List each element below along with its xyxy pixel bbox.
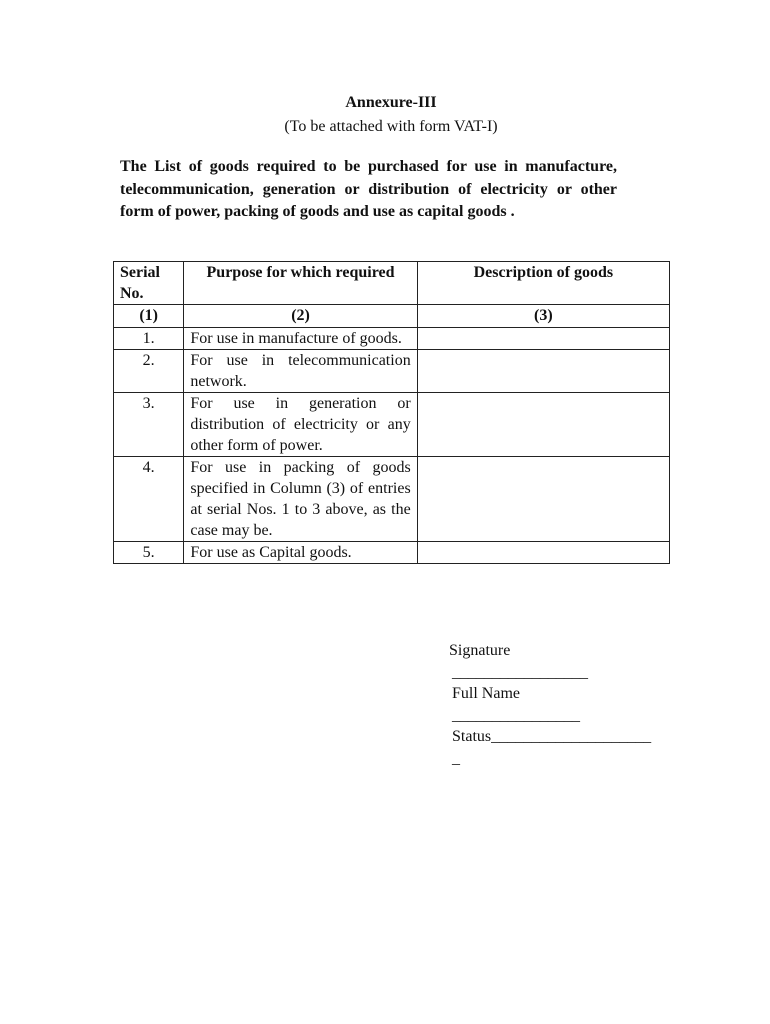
serial-cell: 3. bbox=[114, 393, 184, 457]
status-line-trailer: _ bbox=[452, 750, 460, 767]
purpose-cell: For use in packing of goods specified in Column (3) of entries at serial Nos. 1 to 3 above, as the case may be. bbox=[184, 457, 417, 542]
description-cell[interactable] bbox=[417, 393, 669, 457]
description-cell[interactable] bbox=[417, 457, 669, 542]
purpose-cell: For use as Capital goods. bbox=[184, 542, 417, 564]
description-cell[interactable] bbox=[417, 350, 669, 393]
header-purpose: Purpose for which required bbox=[184, 262, 417, 305]
column-number-row bbox=[114, 305, 670, 328]
column-number-3: (3) bbox=[417, 305, 669, 328]
table-row bbox=[114, 350, 670, 393]
full-name-label: Full Name bbox=[452, 685, 520, 702]
intro-paragraph: The List of goods required to be purchased for use in manufacture, telecommunication, generation or distribution of electricity or other form of power, packing of goods and use as capital goods . bbox=[120, 158, 617, 220]
serial-cell: 1. bbox=[114, 328, 184, 350]
document-subtitle: (To be attached with form VAT-I) bbox=[284, 118, 498, 135]
status-field[interactable]: Status____________________ bbox=[452, 728, 652, 745]
table-row bbox=[114, 393, 670, 457]
header-serial-no: Serial No. bbox=[114, 262, 184, 305]
column-number-1: (1) bbox=[114, 305, 184, 328]
document-title: Annexure-III bbox=[345, 94, 437, 111]
purpose-cell: For use in generation or distribution of electricity or any other form of power. bbox=[184, 393, 417, 457]
column-number-2: (2) bbox=[184, 305, 417, 328]
description-cell[interactable] bbox=[417, 542, 669, 564]
serial-cell: 5. bbox=[114, 542, 184, 564]
header-description: Description of goods bbox=[417, 262, 669, 305]
table-row bbox=[114, 457, 670, 542]
purpose-cell: For use in telecommunication network. bbox=[184, 350, 417, 393]
goods-table bbox=[113, 261, 670, 564]
table-header-row bbox=[114, 262, 670, 305]
serial-cell: 2. bbox=[114, 350, 184, 393]
table-row bbox=[114, 328, 670, 350]
purpose-cell: For use in manufacture of goods. bbox=[184, 328, 417, 350]
signature-line[interactable]: _________________ bbox=[452, 664, 588, 681]
table-row bbox=[114, 542, 670, 564]
serial-cell: 4. bbox=[114, 457, 184, 542]
full-name-line[interactable]: ________________ bbox=[452, 707, 580, 724]
signature-label: Signature bbox=[449, 642, 511, 659]
description-cell[interactable] bbox=[417, 328, 669, 350]
